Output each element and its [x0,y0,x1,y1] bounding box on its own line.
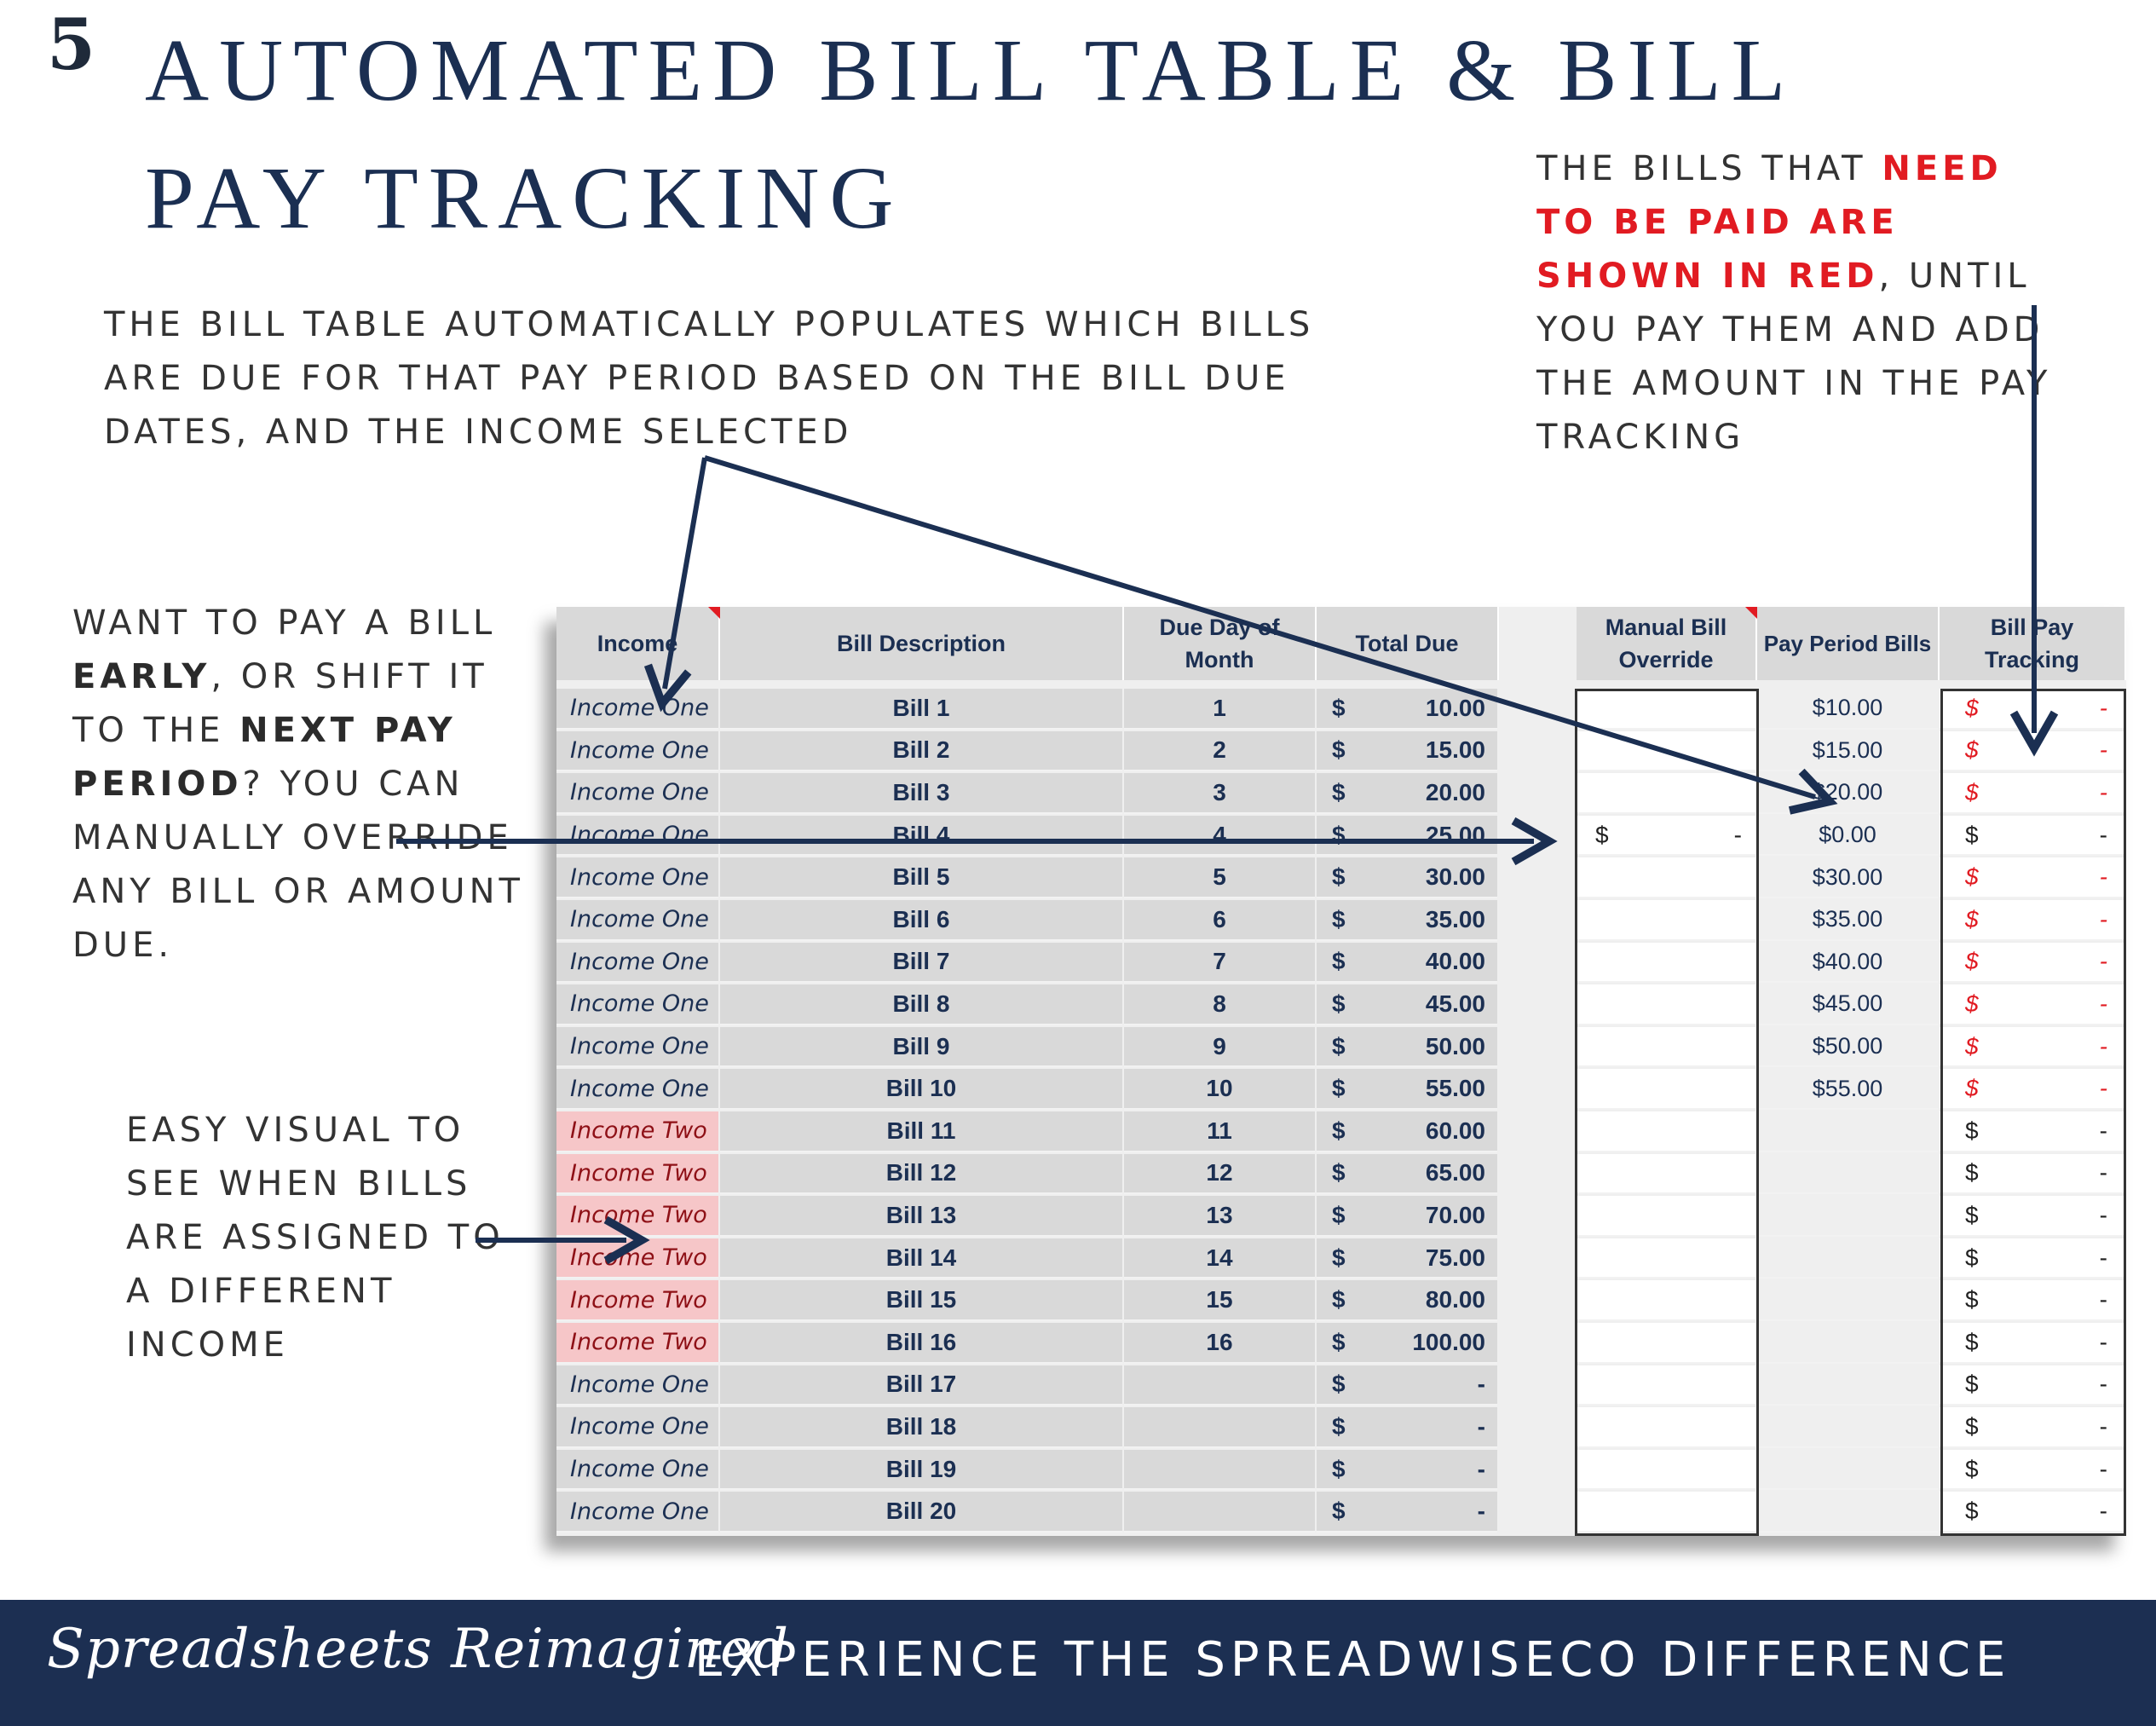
cell-due-day[interactable]: 12 [1124,1154,1315,1195]
cell-income[interactable]: Income Two [556,1111,718,1152]
total-amount: - [1477,1412,1485,1440]
cell-bill-description[interactable]: Bill 11 [720,1111,1122,1152]
cell-bill-description[interactable]: Bill 14 [720,1238,1122,1279]
cell-bill-description[interactable]: Bill 17 [720,1365,1122,1406]
cell-income[interactable]: Income One [556,773,718,814]
currency-symbol: $ [1965,905,1979,932]
currency-symbol: $ [1965,1075,1979,1102]
callout-red-bills-text-b: , UNTIL YOU PAY THEM AND ADD THE AMOUNT IN THE PAY TRACKING [1536,257,2052,457]
arrow-to-pay-period [705,458,1815,797]
cell-due-day[interactable]: 9 [1124,1027,1315,1068]
paid-amount: - [2099,778,2107,805]
total-amount: 25.00 [1425,821,1485,848]
currency-symbol: $ [1332,1286,1346,1313]
currency-symbol: $ [1965,863,1979,891]
cell-income[interactable]: Income One [556,857,718,898]
footer-tagline: EXPERIENCE THE SPREADWISECO DIFFERENCE [695,1632,2011,1688]
cell-due-day[interactable]: 4 [1124,816,1315,857]
header-manual-override[interactable]: Manual Bill Override [1577,607,1757,680]
total-amount: 15.00 [1425,736,1485,764]
total-amount: 100.00 [1412,1328,1485,1355]
page-title: AUTOMATED BILL TABLE & BILL PAY TRACKING [145,21,1793,247]
override-amount: - [1733,821,1742,848]
paid-amount: - [2099,736,2107,764]
cell-bill-description[interactable]: Bill 10 [720,1069,1122,1110]
paid-amount: - [2099,1075,2107,1102]
cell-bill-description[interactable]: Bill 1 [720,689,1122,730]
paid-amount: - [2099,1455,2107,1482]
cell-income[interactable]: Income One [556,984,718,1025]
callout-red-bills-text-a: THE BILLS THAT [1536,149,1882,188]
callout-income-visual: EASY VISUAL TO SEE WHEN BILLS ARE ASSIGNED TO A DIFFERENT INCOME [126,1111,504,1365]
total-amount: 35.00 [1425,905,1485,932]
cell-income[interactable]: Income Two [556,1154,718,1195]
cell-due-day[interactable]: 2 [1124,731,1315,772]
currency-symbol: $ [1965,1498,1979,1525]
cell-income[interactable]: Income Two [556,1280,718,1321]
cell-income[interactable]: Income One [556,900,718,941]
currency-symbol: $ [1332,736,1346,764]
cell-bill-description[interactable]: Bill 4 [720,816,1122,857]
callout-override-early: EARLY [72,657,211,696]
total-amount: 80.00 [1425,1286,1485,1313]
header-bill-pay-tracking[interactable]: Bill Pay Tracking [1940,607,2126,680]
total-amount: - [1477,1455,1485,1482]
cell-income[interactable]: Income Two [556,1323,718,1364]
cell-pay-period-bills[interactable]: $40.00 [1757,943,1938,984]
paid-amount: - [2099,990,2107,1017]
currency-symbol: $ [1965,694,1979,721]
cell-bill-description[interactable]: Bill 6 [720,900,1122,941]
cell-bill-description[interactable]: Bill 8 [720,984,1122,1025]
total-amount: 20.00 [1425,778,1485,805]
cell-income[interactable]: Income One [556,1365,718,1406]
cell-income[interactable]: Income One [556,943,718,984]
callout-override-text-d: ? YOU CAN MANUALLY OVERRIDE ANY BILL OR AMOUNT DUE. [72,765,524,965]
currency-symbol: $ [1332,905,1346,932]
cell-due-day[interactable]: 3 [1124,773,1315,814]
cell-pay-period-bills[interactable]: $45.00 [1757,984,1938,1025]
cell-due-day[interactable]: 11 [1124,1111,1315,1152]
paid-amount: - [2099,1244,2107,1271]
currency-symbol: $ [1965,1286,1979,1313]
cell-income[interactable]: Income Two [556,1196,718,1237]
cell-bill-description[interactable]: Bill 9 [720,1027,1122,1068]
paid-amount: - [2099,863,2107,891]
cell-bill-description[interactable]: Bill 13 [720,1196,1122,1237]
currency-symbol: $ [1332,1412,1346,1440]
currency-symbol: $ [1332,1201,1346,1228]
currency-symbol: $ [1332,1117,1346,1144]
cell-income[interactable]: Income Two [556,1238,718,1279]
cell-pay-period-bills[interactable]: $35.00 [1757,900,1938,941]
currency-symbol: $ [1332,778,1346,805]
total-amount: 40.00 [1425,948,1485,975]
callout-override-next-period: NEXT PAY PERIOD [72,711,457,804]
cell-income[interactable]: Income One [556,1027,718,1068]
total-amount: 45.00 [1425,990,1485,1017]
cell-due-day[interactable]: 14 [1124,1238,1315,1279]
cell-bill-description[interactable]: Bill 3 [720,773,1122,814]
paid-amount: - [2099,1032,2107,1059]
cell-pay-period-bills[interactable]: $15.00 [1757,731,1938,772]
cell-bill-description[interactable]: Bill 16 [720,1323,1122,1364]
currency-symbol: $ [1332,1032,1346,1059]
currency-symbol: $ [1965,1032,1979,1059]
paid-amount: - [2099,1412,2107,1440]
paid-amount: - [2099,821,2107,848]
currency-symbol: $ [1595,821,1609,848]
paid-amount: - [2099,1117,2107,1144]
cell-income[interactable]: Income One [556,689,718,730]
header-total-due[interactable]: Total Due [1317,607,1499,680]
callout-override-text-c: , OR SHIFT IT TO THE [72,657,488,750]
callout-bill-table: THE BILL TABLE AUTOMATICALLY POPULATES WHICH BILLS ARE DUE FOR THAT PAY PERIOD BASED ON THE BILL DUE DATES, AND THE INCOME SELECTED [104,305,1315,452]
cell-pay-period-bills[interactable]: $55.00 [1757,1069,1938,1110]
total-amount: - [1477,1498,1485,1525]
currency-symbol: $ [1965,1412,1979,1440]
currency-symbol: $ [1332,863,1346,891]
total-amount: 30.00 [1425,863,1485,891]
paid-amount: - [2099,1159,2107,1186]
currency-symbol: $ [1965,1244,1979,1271]
header-income[interactable]: Income [556,607,720,680]
cell-pay-period-bills[interactable]: $10.00 [1757,689,1938,730]
total-amount: 65.00 [1425,1159,1485,1186]
currency-symbol: $ [1965,1159,1979,1186]
cell-bill-description[interactable]: Bill 5 [720,857,1122,898]
currency-symbol: $ [1332,1159,1346,1186]
paid-amount: - [2099,694,2107,721]
total-amount: 55.00 [1425,1075,1485,1102]
total-amount: 60.00 [1425,1117,1485,1144]
paid-amount: - [2099,905,2107,932]
paid-amount: - [2099,1498,2107,1525]
cell-due-day[interactable]: 5 [1124,857,1315,898]
currency-symbol: $ [1332,1498,1346,1525]
paid-amount: - [2099,1286,2107,1313]
cell-due-day[interactable]: 13 [1124,1196,1315,1237]
cell-due-day[interactable]: 10 [1124,1069,1315,1110]
currency-symbol: $ [1965,990,1979,1017]
currency-symbol: $ [1965,1117,1979,1144]
header-due-day[interactable]: Due Day of Month [1124,607,1317,680]
currency-symbol: $ [1965,1455,1979,1482]
currency-symbol: $ [1965,736,1979,764]
cell-income[interactable]: Income One [556,1069,718,1110]
callout-override-text-a: WANT TO PAY A BILL [72,603,497,643]
total-amount: 75.00 [1425,1244,1485,1271]
cell-pay-period-bills[interactable]: $50.00 [1757,1027,1938,1068]
paid-amount: - [2099,1371,2107,1398]
paid-amount: - [2099,948,2107,975]
cell-bill-description[interactable]: Bill 7 [720,943,1122,984]
paid-amount: - [2099,1328,2107,1355]
cell-bill-description[interactable]: Bill 20 [720,1492,1122,1533]
currency-symbol: $ [1965,821,1979,848]
currency-symbol: $ [1332,990,1346,1017]
currency-symbol: $ [1965,948,1979,975]
cell-due-day[interactable]: 16 [1124,1323,1315,1364]
currency-symbol: $ [1965,1201,1979,1228]
currency-symbol: $ [1332,1244,1346,1271]
total-amount: 50.00 [1425,1032,1485,1059]
callout-red-bills-highlight: NEED TO BE PAID ARE SHOWN IN RED [1536,149,2003,296]
currency-symbol: $ [1332,1371,1346,1398]
cell-due-day[interactable]: 6 [1124,900,1315,941]
arrow-to-income [665,458,705,689]
section-number: 5 [47,4,96,86]
cell-bill-description[interactable]: Bill 19 [720,1450,1122,1491]
cell-pay-period-bills[interactable]: $0.00 [1757,816,1938,857]
cell-bill-description[interactable]: Bill 12 [720,1154,1122,1195]
currency-symbol: $ [1332,1075,1346,1102]
cell-bill-description[interactable]: Bill 15 [720,1280,1122,1321]
currency-symbol: $ [1332,694,1346,721]
currency-symbol: $ [1332,1328,1346,1355]
cell-income[interactable]: Income One [556,1450,718,1491]
header-pay-period-bills[interactable]: Pay Period Bills [1757,607,1940,680]
cell-due-day[interactable]: 1 [1124,689,1315,730]
cell-due-day[interactable]: 7 [1124,943,1315,984]
currency-symbol: $ [1332,948,1346,975]
cell-bill-description[interactable]: Bill 18 [720,1407,1122,1448]
currency-symbol: $ [1965,1328,1979,1355]
total-amount: 70.00 [1425,1201,1485,1228]
cell-income[interactable]: Income One [556,1407,718,1448]
total-amount: 10.00 [1425,694,1485,721]
cell-pay-period-bills[interactable]: $20.00 [1757,773,1938,814]
total-amount: - [1477,1371,1485,1398]
paid-amount: - [2099,1201,2107,1228]
cell-bill-description[interactable]: Bill 2 [720,731,1122,772]
cell-income[interactable]: Income One [556,816,718,857]
currency-symbol: $ [1332,1455,1346,1482]
currency-symbol: $ [1965,778,1979,805]
header-bill-description[interactable]: Bill Description [720,607,1124,680]
cell-income[interactable]: Income One [556,1492,718,1533]
cell-income[interactable]: Income One [556,731,718,772]
currency-symbol: $ [1332,821,1346,848]
brand-signature: Spreadsheets Reimagined [47,1618,789,1681]
cell-due-day[interactable]: 8 [1124,984,1315,1025]
cell-due-day[interactable]: 15 [1124,1280,1315,1321]
currency-symbol: $ [1965,1371,1979,1398]
cell-pay-period-bills[interactable]: $30.00 [1757,857,1938,898]
